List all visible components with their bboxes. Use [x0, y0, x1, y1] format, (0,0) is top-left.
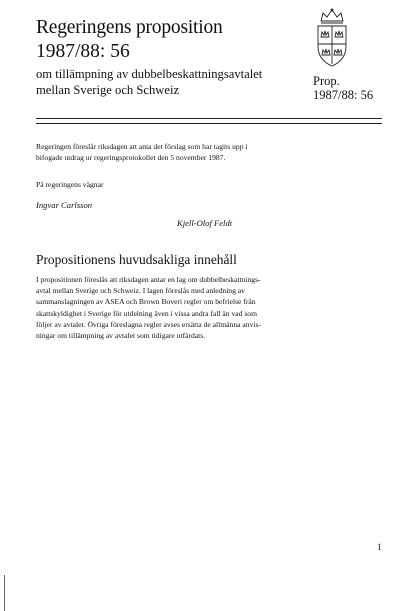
margin-mark: [4, 575, 5, 611]
summary-paragraph: [36, 274, 381, 341]
prop-label: Prop.: [313, 74, 340, 88]
proposition-number: 1987/88: 56: [36, 41, 130, 62]
summary-line: ningar om tillämpning av avtalet som tidigare utfärdats.: [36, 331, 206, 341]
prop-number: 1987/88: 56: [313, 88, 374, 102]
coat-of-arms-icon: [312, 8, 352, 70]
page-number: 1: [377, 542, 382, 552]
summary-line: följer av avtalet. Övriga föreslagna regler avses ersätta de allmänna anvis-: [36, 319, 261, 329]
intro-paragraph: [36, 141, 376, 163]
document-title: Regeringens proposition: [36, 17, 223, 38]
signature-prime-minister: Ingvar Carlsson: [36, 200, 93, 210]
intro-line: Regeringen föreslår riksdagen att anta det förslag som har tagits upp i: [36, 142, 248, 151]
subtitle-line-2: mellan Sverige och Schweiz: [36, 83, 180, 97]
summary-line: avtal mellan Sverige och Schweiz. I lagen föreslås med anledning av: [36, 286, 245, 296]
on-behalf-text: På regeringens vägnar: [36, 180, 104, 189]
document-subtitle: [36, 66, 262, 98]
proposition-reference: [313, 74, 373, 102]
intro-line: bifogade utdrag ur regeringsprotokollet den 5 november 1987.: [36, 153, 226, 162]
signature-minister: Kjell-Olof Feldt: [177, 218, 233, 228]
subtitle-line-1: om tillämpning av dubbelbeskattningsavtalet: [36, 67, 263, 81]
header-rule-thick: [36, 118, 382, 119]
header-rule-thin: [36, 123, 382, 124]
summary-line: skattskyldighet i Sverige för utdelning även i vissa andra fall än vad som: [36, 308, 258, 318]
summary-line: I propositionen föreslås att riksdagen antar en lag om dubbelbeskattnings-: [36, 275, 261, 284]
section-heading: Propositionens huvudsakliga innehåll: [36, 252, 237, 267]
summary-line: sammanslagningen av ASEA och Brown Boveri regler om befrielse från: [36, 297, 256, 307]
